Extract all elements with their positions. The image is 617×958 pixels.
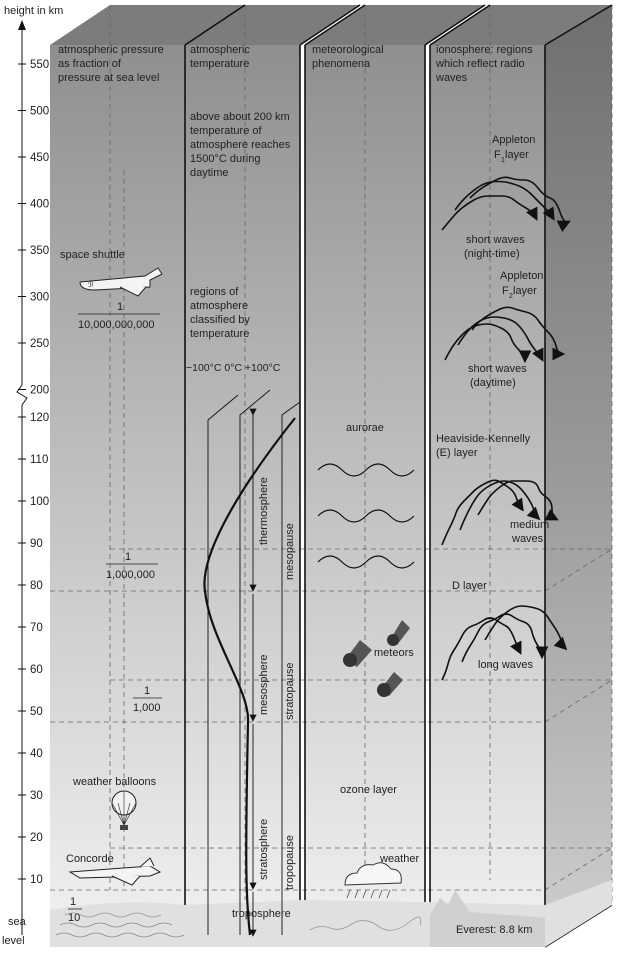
appleton-f1-letter: F <box>494 149 501 161</box>
meteo-header-1: meteorological <box>312 44 384 56</box>
appleton-f1-layer: layer <box>505 149 529 161</box>
temp-note-2: temperature of <box>190 125 262 137</box>
thermosphere-label: thermosphere <box>258 477 270 545</box>
frac-10-num: 1 <box>70 896 77 908</box>
weather-label: weather <box>380 853 420 865</box>
lower-tick-label: 40 <box>30 748 43 760</box>
appleton-f2-layer: layer <box>513 285 537 297</box>
temp-scale-label: −100°C 0°C +100°C <box>186 362 281 374</box>
mesopause-label: mesopause <box>284 523 296 580</box>
upper-tick-label: 550 <box>30 59 50 71</box>
lower-tick-label: 30 <box>30 790 43 802</box>
upper-tick-label: 450 <box>30 152 50 164</box>
pressure-header-2: as fraction of <box>58 58 121 70</box>
frac-shuttle-den: 10,000,000,000 <box>78 319 155 331</box>
tropopause-label: tropopause <box>284 834 296 890</box>
iono-header-1: ionosphere: regions <box>436 44 533 56</box>
iono-header-2: which reflect radio <box>436 58 525 70</box>
level-label: level <box>2 935 25 947</box>
lower-tick-label: 110 <box>30 454 49 466</box>
frac-90-den: 1,000,000 <box>106 569 155 581</box>
panel-ionosphere-side <box>545 5 612 947</box>
upper-tick-label: 350 <box>30 245 50 257</box>
upper-tick-label: 400 <box>30 198 50 211</box>
short-day-1: short waves <box>468 363 527 375</box>
upper-tick-label: 250 <box>30 338 50 350</box>
axis-break <box>17 385 27 405</box>
axis-arrow <box>18 20 26 30</box>
axis-ticks <box>18 59 49 886</box>
short-night-2: (night-time) <box>464 248 520 260</box>
lower-tick-label: 10 <box>30 874 43 886</box>
sea-label: sea <box>8 916 26 928</box>
meteo-header-2: phenomena <box>312 58 371 70</box>
svg-text:ℬ: ℬ <box>88 282 94 289</box>
lower-tick-label: 60 <box>30 664 43 676</box>
stratosphere-label: stratosphere <box>258 818 270 880</box>
temperature-header-2: temperature <box>190 58 250 70</box>
heaviside-label-2: (E) layer <box>436 447 478 459</box>
frac-shuttle-num: 1 <box>117 301 124 313</box>
upper-tick-label: 200 <box>30 384 50 397</box>
panel-temperature-front <box>185 45 300 947</box>
troposphere-label: troposphere <box>232 908 291 920</box>
axis-title: height in km <box>4 5 64 17</box>
ozone-label: ozone layer <box>340 784 397 796</box>
lower-tick-label: 90 <box>30 538 43 550</box>
d-layer-label: D layer <box>452 580 487 592</box>
temp-note-1: above about 200 km <box>190 111 290 123</box>
weather-balloons-label: weather balloons <box>73 776 157 788</box>
appleton-f2-subscript: 2 <box>509 293 513 300</box>
temp-regions-3: classified by <box>190 314 250 326</box>
temp-regions-1: regions of <box>190 286 239 298</box>
pressure-header-1: atmospheric pressure <box>58 44 164 56</box>
frac-10-den: 10 <box>68 912 81 924</box>
lower-tick-label: 80 <box>30 580 43 592</box>
short-day-2: (daytime) <box>470 377 516 389</box>
mesosphere-label: mesosphere <box>258 654 270 715</box>
temp-note-4: 1500°C during <box>190 153 261 165</box>
lower-tick-label: 100 <box>30 496 50 508</box>
temp-note-3: atmosphere reaches <box>190 139 291 151</box>
aurorae-label: aurorae <box>346 422 384 434</box>
frac-50-num: 1 <box>144 685 151 697</box>
long-waves-label: long waves <box>478 659 534 671</box>
upper-tick-label: 500 <box>30 105 50 118</box>
heaviside-label-1: Heaviside-Kennelly <box>436 433 531 445</box>
appleton-f1-label: Appleton <box>492 134 536 146</box>
space-shuttle-label: space shuttle <box>60 249 125 261</box>
iono-header-3: waves <box>436 72 468 84</box>
temp-regions-4: temperature <box>190 328 250 340</box>
lower-tick-label: 70 <box>30 622 43 634</box>
everest-label: Everest: 8.8 km <box>456 924 533 936</box>
lower-tick-label: 120 <box>30 412 50 424</box>
temp-regions-2: atmosphere <box>190 300 249 312</box>
medium-label-1: medium <box>510 519 550 531</box>
short-night-1: short waves <box>466 234 525 246</box>
frac-50-den: 1,000 <box>133 702 161 714</box>
concorde-label: Concorde <box>66 853 114 865</box>
temperature-header-1: atmospheric <box>190 44 250 56</box>
frac-90-num: 1 <box>125 551 132 563</box>
appleton-f2-label: Appleton <box>500 270 544 282</box>
upper-tick-label: 300 <box>30 291 50 304</box>
lower-tick-label: 20 <box>30 832 43 844</box>
temp-note-5: daytime <box>190 167 229 179</box>
appleton-f1-subscript: 1 <box>501 157 505 164</box>
pressure-header-3: pressure at sea level <box>58 72 160 84</box>
medium-label-2: waves <box>512 533 544 545</box>
meteors-label: meteors <box>374 647 414 659</box>
stratopause-label: stratopause <box>284 662 296 720</box>
appleton-f2-letter: F <box>502 285 509 297</box>
lower-tick-label: 50 <box>30 706 43 718</box>
